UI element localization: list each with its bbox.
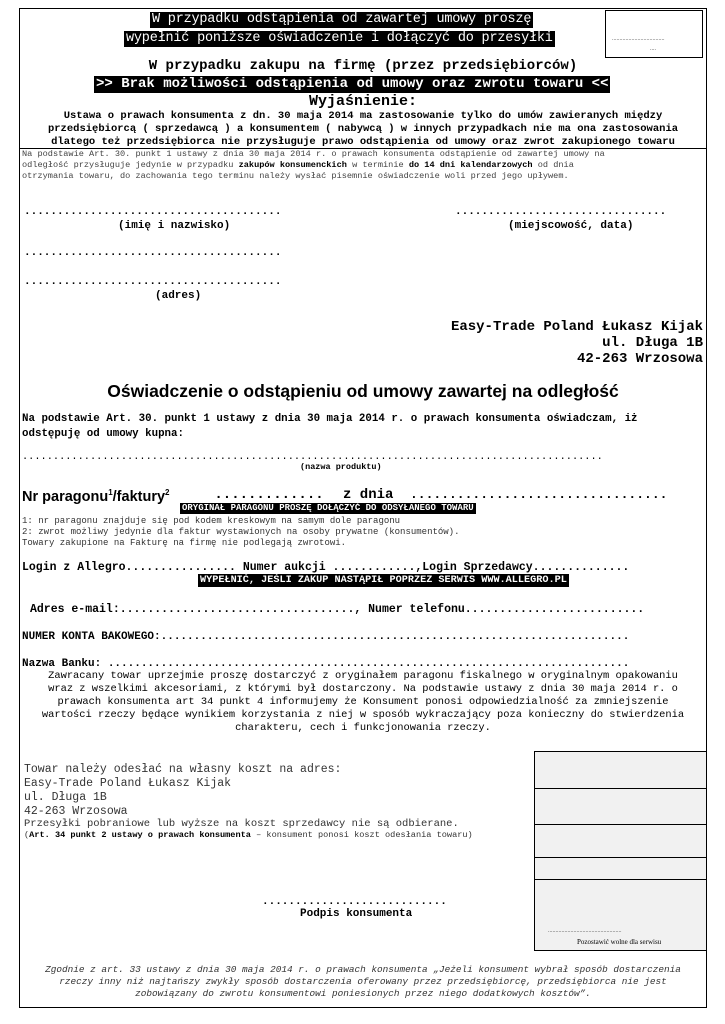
- notice-line-1: W przypadku odstąpienia od zawartej umowy proszę: [152, 12, 532, 27]
- intro-line-2-pre: odległość przysługuje jedynie w przypadku: [22, 160, 239, 170]
- address-label: (adres): [155, 290, 202, 302]
- allegro-fields-line[interactable]: Login z Allegro................ Numer aukcji ............,Login Sprzedawcy..............: [22, 561, 630, 574]
- intro-line-2-mid: w terminie: [346, 160, 409, 170]
- explanation-title: Wyjaśnienie:: [308, 93, 418, 110]
- footer-line-2: rzeczy inny niż najtańszy zwykły sposób dostarczenia oferowany przez przedsiębiorcę, przedsiębiorca nie jest: [59, 976, 667, 987]
- no-withdrawal-banner: >> Brak możliwości odstąpienia od umowy oraz zwrotu towaru <<: [96, 76, 609, 92]
- footer-line-1: Zgodnie z art. 33 ustawy z dnia 30 maja 2014 r. o prawach konsumenta „Jeżeli konsument wybrał sposób dostarczenia: [45, 964, 681, 975]
- stamp-dots: ...................................: [612, 36, 665, 42]
- bank-name-line[interactable]: Nazwa Banku: ...............................................................................: [22, 658, 630, 670]
- name-field-dots[interactable]: .......................................: [24, 206, 282, 218]
- service-box-label: Pozostawić wolne dla serwisu: [577, 938, 662, 946]
- shipping-line-4: 42-263 Wrzosowa: [24, 805, 128, 818]
- shipping-line-1: Towar należy odesłać na własny koszt na adres:: [24, 763, 342, 776]
- footnote-ref-2: 2: [165, 488, 170, 497]
- place-date-label: (miejscowość, data): [508, 220, 634, 232]
- product-label: (nazwa produktu): [300, 462, 382, 472]
- service-box: [534, 751, 707, 951]
- return-terms-1: Zawracany towar uprzejmie proszę dostarczyć z oryginałem paragonu fiskalnego w oryginalnym opakowaniu: [48, 670, 678, 682]
- footnote-3: Towary zakupione na Fakturę na firmę nie podlegają zwrotowi.: [22, 538, 347, 548]
- footer-line-3: zobowiązany do zwrotu konsumentowi poniesionych przez niego dodatkowych kosztów”.: [135, 988, 591, 999]
- footnote-1: 1: nr paragonu znajduje się pod kodem kreskowym na samym dole paragonu: [22, 516, 401, 526]
- statement-title: Oświadczenie o odstąpieniu od umowy zawartej na odległość: [107, 381, 619, 401]
- recipient-name: Easy-Trade Poland Łukasz Kijak: [450, 319, 703, 335]
- intro-bold-days: do 14 dni kalendarzowych: [408, 160, 533, 170]
- statement-line-1: Na podstawie Art. 30. punkt 1 ustawy z dnia 30 maja 2014 r. o prawach konsumenta oświadczam, iż: [22, 413, 638, 425]
- footnote-ref-1: 1: [108, 488, 113, 497]
- recipient-city: 42-263 Wrzosowa: [576, 351, 703, 367]
- service-box-dots: .................................................: [548, 928, 622, 934]
- name-label: (imię i nazwisko): [118, 220, 231, 232]
- intro-line-2: [22, 160, 574, 171]
- bank-account-line[interactable]: NUMER KONTA BAKOWEGO:.......................................................................: [22, 631, 630, 643]
- return-terms-5: charakteru, cech i funkcjonowania rzeczy.: [235, 722, 491, 734]
- statement-line-2: odstępuję od umowy kupna:: [22, 428, 184, 440]
- receipt-line: [22, 484, 170, 506]
- receipt-nr-label: Nr paragonu: [22, 488, 109, 505]
- shipping-article-ref: Art. 34 punkt 2 ustawy o prawach konsumenta: [29, 830, 251, 840]
- return-terms-2: wraz z wszelkimi akcesoriami, z którymi był dostarczony. Na podstawie ustawy z dnia 30 maja 2014 r. o: [48, 683, 678, 695]
- receipt-date-dots[interactable]: .................................: [410, 487, 668, 502]
- footnote-2: 2: zwrot możliwy jedynie dla faktur wystawionych na osoby prywatne (konsumentów).: [22, 527, 460, 537]
- address-field-dots-1[interactable]: .......................................: [24, 247, 282, 259]
- invoice-label: /faktury: [112, 488, 166, 505]
- email-phone-line[interactable]: Adres e-mail:.................................., Numer telefonu..........................: [30, 603, 645, 616]
- intro-line-3: otrzymania towaru, do zachowania tego terminu należy wysłać pisemnie oświadczenie woli przed jego upływem.: [22, 171, 569, 181]
- recipient-street: ul. Długa 1B: [602, 335, 703, 351]
- shipping-cost-note: – konsument ponosi koszt odesłania towaru): [250, 830, 473, 840]
- original-receipt-banner: ORYGINAŁ PARAGONU PROSZĘ DOŁĄCZYĆ DO ODSYŁANEGO TOWARU: [182, 503, 474, 513]
- explanation-line-2: przedsiębiorcą ( sprzedawcą ) a konsumentem ( nabywcą ) w innych przypadkach nie ma ona zastosowania: [47, 123, 679, 135]
- shipping-line-6: [24, 830, 473, 841]
- notice-line-2: wypełnić poniższe oświadczenie i dołączyć do przesyłki: [126, 31, 553, 46]
- return-terms-3: prawach konsumenta art 34 punkt 4 informujemy że Konsument ponosi odpowiedzialność za zmniejszenie: [57, 696, 669, 708]
- explanation-line-3: dlatego też przedsiębiorca nie przysługuje prawo odstąpienia od umowy oraz zwrot zakupionego towaru: [51, 136, 675, 148]
- intro-bold-consumer: zakupów konsumenckich: [238, 160, 347, 170]
- signature-dots[interactable]: ............................: [262, 896, 447, 908]
- receipt-number-dots[interactable]: .............: [206, 487, 324, 503]
- shipping-line-3: ul. Długa 1B: [24, 791, 107, 804]
- date-label: z dnia: [343, 487, 394, 503]
- company-purchase-title: W przypadku zakupu na firmę (przez przedsiębiorców): [148, 58, 578, 74]
- shipping-line-2: Easy-Trade Poland Łukasz Kijak: [24, 777, 232, 790]
- shipping-line-5: Przesyłki pobraniowe lub wyższe na koszt sprzedawcy nie są odbierane.: [24, 818, 459, 830]
- return-terms-4: wartości rzeczy będące wynikiem korzystania z niej w sposób wykraczający poza konieczny do stwierdzenia: [41, 709, 685, 721]
- shipping-paren: (: [24, 830, 30, 840]
- address-field-dots-2[interactable]: .......................................: [24, 276, 282, 288]
- explanation-line-1: Ustawa o prawach konsumenta z dn. 30 maja 2014 ma zastosowanie tylko do umów zawieranych między: [63, 110, 663, 122]
- product-field-dots[interactable]: ..............................................................................................: [22, 451, 603, 463]
- allegro-banner: WYPEŁNIĆ, JEŚLI ZAKUP NASTĄPIŁ POPRZEZ SERWIS WWW.ALLEGRO.PL: [200, 575, 567, 586]
- signature-label: Podpis konsumenta: [300, 908, 413, 920]
- place-date-field-dots[interactable]: ................................: [455, 206, 667, 218]
- intro-line-2-post: od dnia: [532, 160, 574, 170]
- intro-line-1: Na podstawie Art. 30. punkt 1 ustawy z dnia 30 maja 2014 r. o prawach konsumenta odstąpienie od zawartej umowy na: [22, 149, 605, 159]
- stamp-dots-2: ....: [650, 46, 656, 52]
